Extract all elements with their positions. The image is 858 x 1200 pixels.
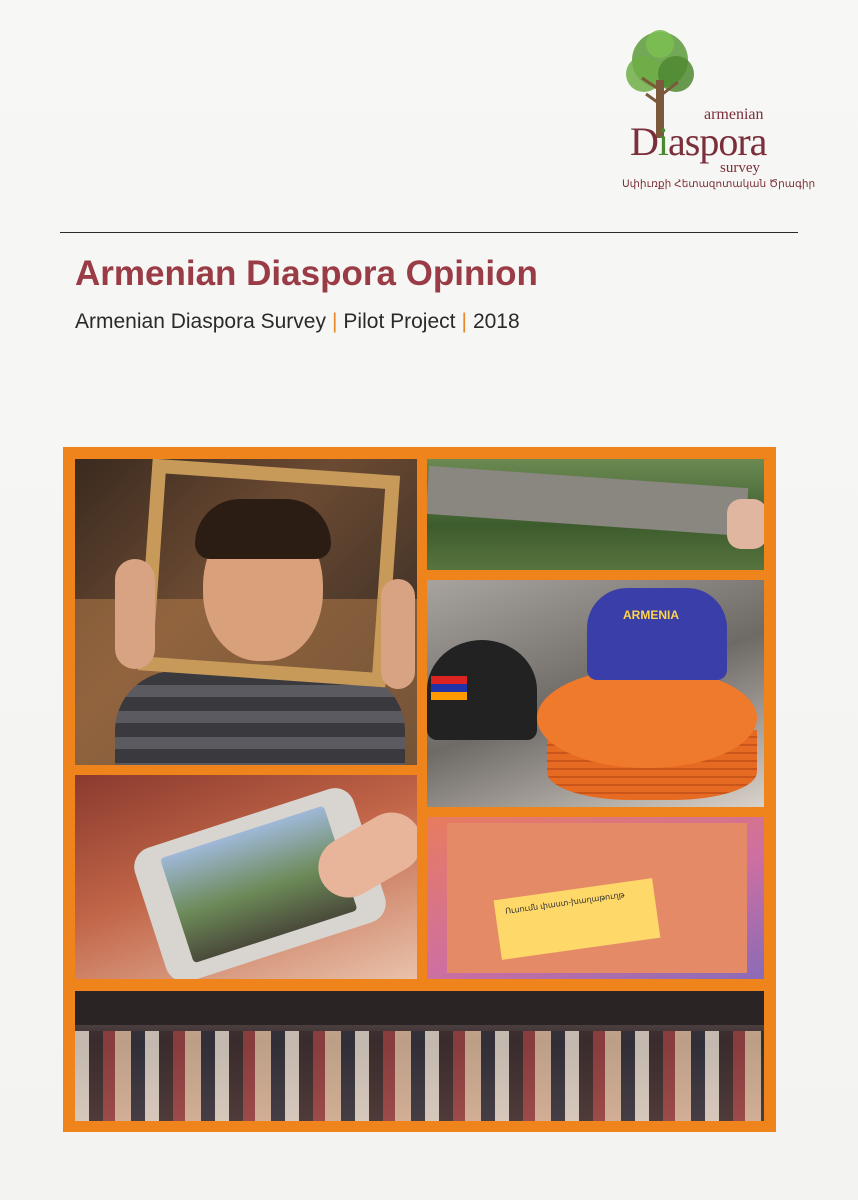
subtitle-project: Pilot Project: [343, 310, 456, 333]
photo-boy-with-frame: [75, 459, 417, 765]
logo-armenian-script: Սփիւռքի Հետազոտական Ծրագիր: [622, 178, 816, 190]
logo-armenian-word: armenian: [704, 106, 764, 123]
hat-label: ARMENIA: [623, 608, 679, 622]
diaspora-survey-logo: [610, 30, 816, 190]
photo-armenia-hats: [427, 580, 764, 807]
photo-collage: [63, 447, 776, 1132]
card-label: Ուսումն փաստ-խաղաթուղթ: [504, 890, 626, 916]
logo-survey-word: survey: [720, 160, 760, 176]
divider-line: [60, 232, 798, 233]
logo-diaspora-word: Diaspora: [630, 119, 767, 164]
photo-crowd-hall: [75, 991, 764, 1121]
page-title: Armenian Diaspora Opinion: [75, 254, 538, 293]
subtitle-separator: |: [331, 310, 338, 333]
subtitle-separator: |: [461, 310, 467, 333]
page-subtitle: [75, 310, 520, 334]
photo-wooden-sign: [427, 459, 764, 570]
armenian-flag-icon: [431, 676, 467, 700]
subtitle-year: 2018: [472, 310, 520, 333]
subtitle-survey: Armenian Diaspora Survey: [75, 310, 326, 333]
photo-foam-letters: [427, 817, 764, 979]
photo-smartphone: [75, 775, 417, 979]
